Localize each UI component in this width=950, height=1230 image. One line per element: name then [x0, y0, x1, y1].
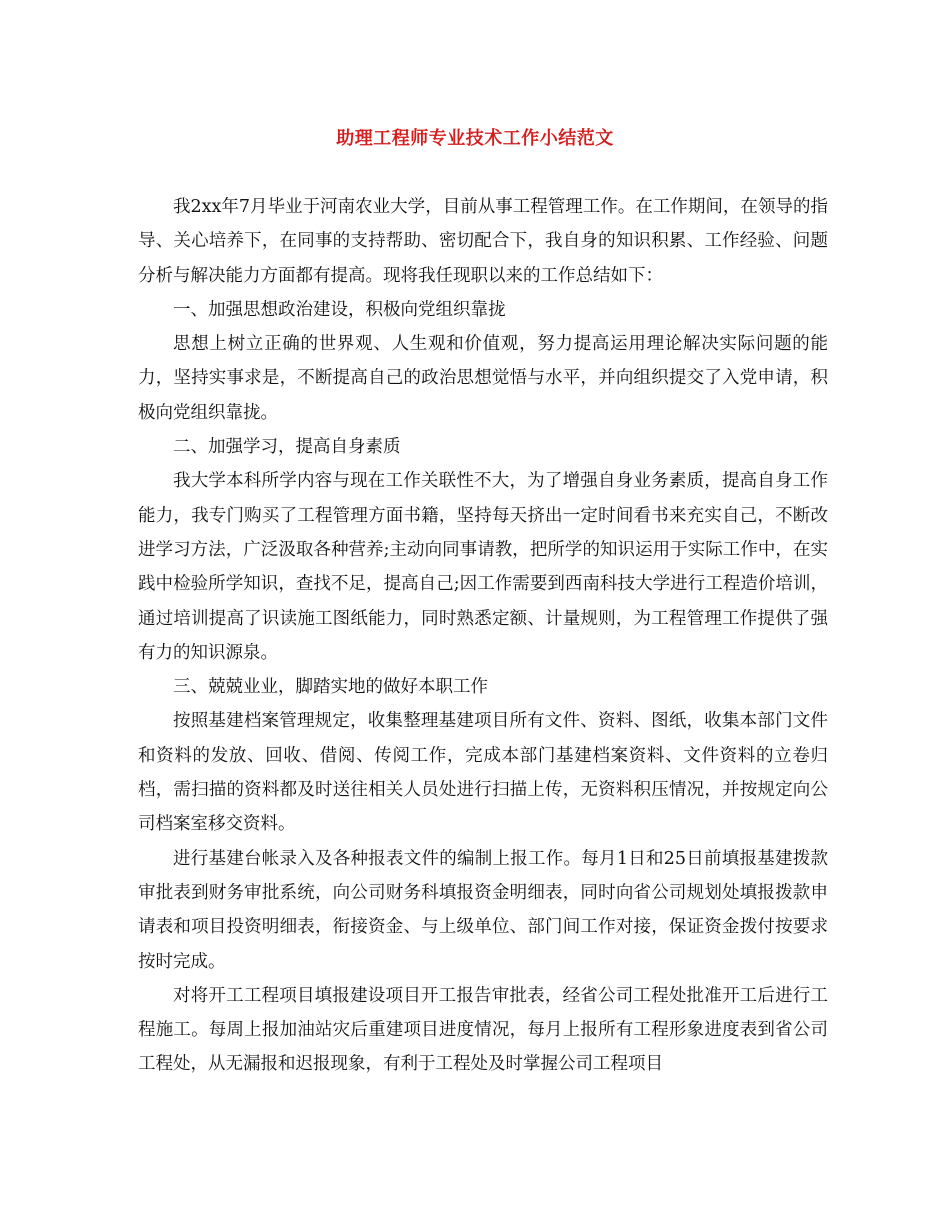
- section-heading-1: 一、加强思想政治建设，积极向党组织靠拢: [173, 299, 506, 320]
- paragraph-intro: 我2xx年7月毕业于河南农业大学，目前从事工程管理工作。在工作期间，在领导的指导、关心培养下，在同事的支持帮助、密切配合下，我自身的知识积累、工作经验、问题分析与解决能力方面都有提高。现将我任现职以来的工作总结如下：: [138, 197, 828, 286]
- section-heading-3: 三、兢兢业业，脚踏实地的做好本职工作: [173, 677, 488, 698]
- paragraph-section-3b: 进行基建台帐录入及各种报表文件的编制上报工作。每月1日和25日前填报基建拨款审批表到财务审批系统，向公司财务科填报资金明细表，同时向省公司规划处填报拨款申请表和项目投资明细表，衔接资金、与上级单位、部门间工作对接，保证资金拨付按要求按时完成。: [138, 848, 828, 972]
- document-title: 助理工程师专业技术工作小结范文: [336, 128, 614, 149]
- paragraph-section-3c: 对将开工工程项目填报建设项目开工报告审批表，经省公司工程处批准开工后进行工程施工。每周上报加油站灾后重建项目进度情况，每月上报所有工程形象进度表到省公司工程处，从无漏报和迟报现象，有利于工程处及时掌握公司工程项目: [138, 985, 828, 1075]
- paragraph-section-2: 我大学本科所学内容与现在工作关联性不大，为了增强自身业务素质，提高自身工作能力，我专门购买了工程管理方面书籍，坚持每天挤出一定时间看书来充实自己，不断改进学习方法，广泛汲取各种营养;主动向同事请教，把所学的知识运用于实际工作中，在实践中检验所学知识，查找不足，提高自己;因工作需要到西南科技大学进行工程造价培训，通过培训提高了识读施工图纸能力，同时熟悉定额、计量规则，为工程管理工作提供了强有力的知识源泉。: [138, 471, 828, 663]
- paragraph-section-1: 思想上树立正确的世界观、人生观和价值观，努力提高运用理论解决实际问题的能力，坚持实事求是，不断提高自己的政治思想觉悟与水平，并向组织提交了入党申请，积极向党组织靠拢。: [138, 334, 828, 423]
- section-heading-2: 二、加强学习，提高自身素质: [173, 437, 401, 458]
- paragraph-section-3a: 按照基建档案管理规定，收集整理基建项目所有文件、资料、图纸，收集本部门文件和资料的发放、回收、借阅、传阅工作，完成本部门基建档案资料、文件资料的立卷归档，需扫描的资料都及时送往相关人员处进行扫描上传，无资料积压情况，并按规定向公司档案室移交资料。: [138, 711, 828, 835]
- document-body: [138, 190, 828, 1082]
